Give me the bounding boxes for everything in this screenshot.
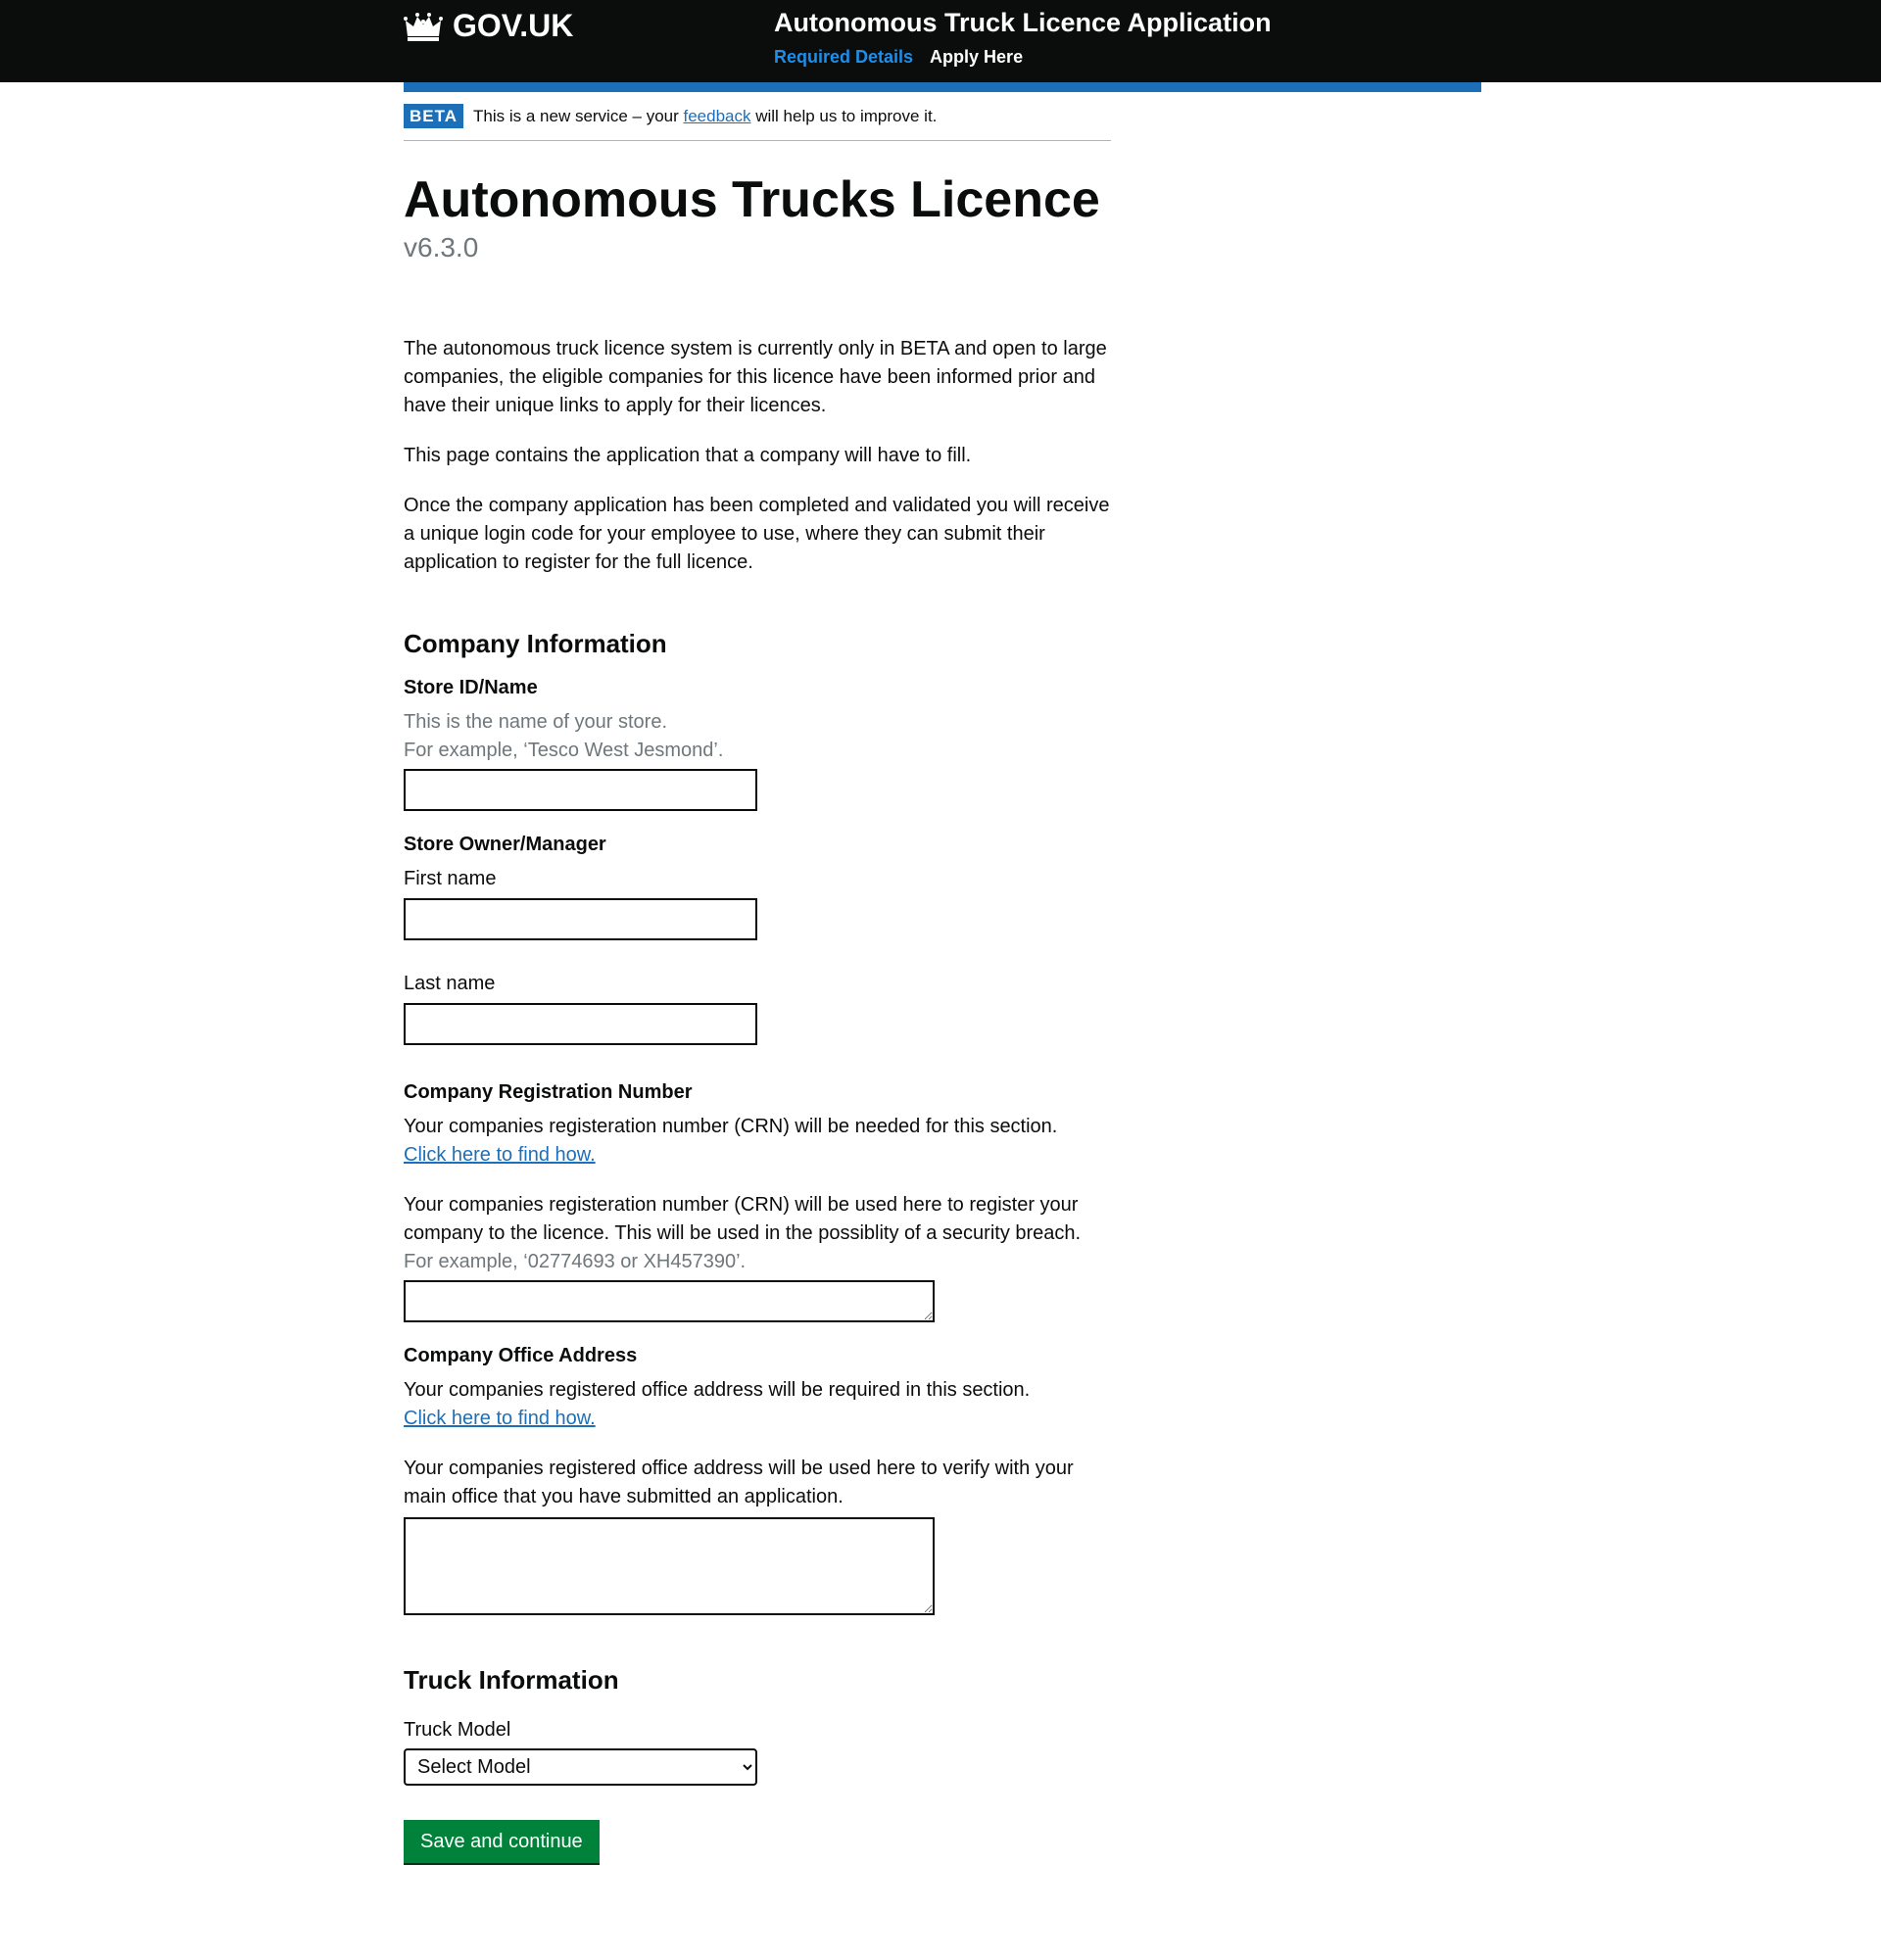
service-name[interactable]: Autonomous Truck Licence Application bbox=[774, 8, 1272, 37]
phase-banner-text bbox=[473, 107, 937, 126]
logo-text: GOV.UK bbox=[453, 8, 574, 43]
nav-item-required-details[interactable]: Required Details bbox=[774, 47, 914, 67]
header-blue-bar bbox=[404, 82, 1481, 92]
intro-paragraph: Once the company application has been completed and validated you will receive a unique login code for your employee to use, where they can submit their application to register for the full licence. bbox=[404, 495, 1110, 573]
office-address-textarea[interactable] bbox=[404, 1517, 935, 1615]
company-information-heading: Company Information bbox=[404, 629, 667, 658]
office-address-label: Company Office Address bbox=[404, 1345, 638, 1366]
truck-model-label: Truck Model bbox=[404, 1719, 511, 1741]
store-id-hint: This is the name of your store. bbox=[404, 711, 668, 733]
intro-paragraph: The autonomous truck licence system is currently only in BETA and open to large companies, the eligible companies for this licence have been informed prior and have their unique links to apply for their licences. bbox=[404, 338, 1107, 416]
first-name-label: First name bbox=[404, 868, 497, 889]
header-nav bbox=[774, 47, 1023, 68]
intro-text bbox=[404, 335, 1111, 577]
main-content bbox=[404, 92, 1111, 1863]
page-title: Autonomous Trucks Licence bbox=[404, 171, 1100, 228]
beta-tag: BETA bbox=[404, 104, 463, 128]
intro-paragraph: This page contains the application that a company will have to fill. bbox=[404, 445, 972, 466]
nav-item-apply-here[interactable]: Apply Here bbox=[930, 47, 1024, 67]
first-name-input[interactable] bbox=[404, 898, 757, 940]
crn-info-text: Your companies registeration number (CRN) will be needed for this section. bbox=[404, 1116, 1058, 1137]
store-owner-label: Store Owner/Manager bbox=[404, 834, 606, 855]
phase-text-after: will help us to improve it. bbox=[750, 106, 938, 125]
address-usage-text: Your companies registered office address will be used here to verify with your main office that you have submitted an application. bbox=[404, 1458, 1074, 1507]
crn-label: Company Registration Number bbox=[404, 1081, 693, 1103]
page-version: v6.3.0 bbox=[404, 232, 479, 263]
truck-information-heading: Truck Information bbox=[404, 1665, 619, 1695]
last-name-label: Last name bbox=[404, 973, 496, 994]
store-id-example: For example, ‘Tesco West Jesmond’. bbox=[404, 740, 724, 761]
store-id-label: Store ID/Name bbox=[404, 677, 538, 698]
feedback-link[interactable]: feedback bbox=[683, 106, 751, 125]
phase-banner bbox=[404, 92, 1111, 141]
last-name-input[interactable] bbox=[404, 1003, 757, 1045]
crn-usage-text: Your companies registeration number (CRN) will be used here to register your company to the licence. This will be used in the possiblity of a security breach. bbox=[404, 1194, 1082, 1244]
phase-text-before: This is a new service – your bbox=[473, 106, 684, 125]
save-and-continue-button[interactable]: Save and continue bbox=[404, 1820, 600, 1863]
site-header bbox=[0, 0, 1881, 82]
govuk-logo-link[interactable] bbox=[404, 8, 573, 44]
crn-find-how-link[interactable]: Click here to find how. bbox=[404, 1144, 596, 1166]
crn-textarea[interactable] bbox=[404, 1280, 935, 1322]
crn-example-hint: For example, ‘02774693 or XH457390’. bbox=[404, 1251, 747, 1272]
store-id-input[interactable] bbox=[404, 769, 757, 811]
address-find-how-link[interactable]: Click here to find how. bbox=[404, 1408, 596, 1429]
crown-icon bbox=[404, 11, 443, 42]
truck-model-select[interactable] bbox=[404, 1748, 757, 1786]
address-info-text: Your companies registered office address will be required in this section. bbox=[404, 1379, 1031, 1401]
